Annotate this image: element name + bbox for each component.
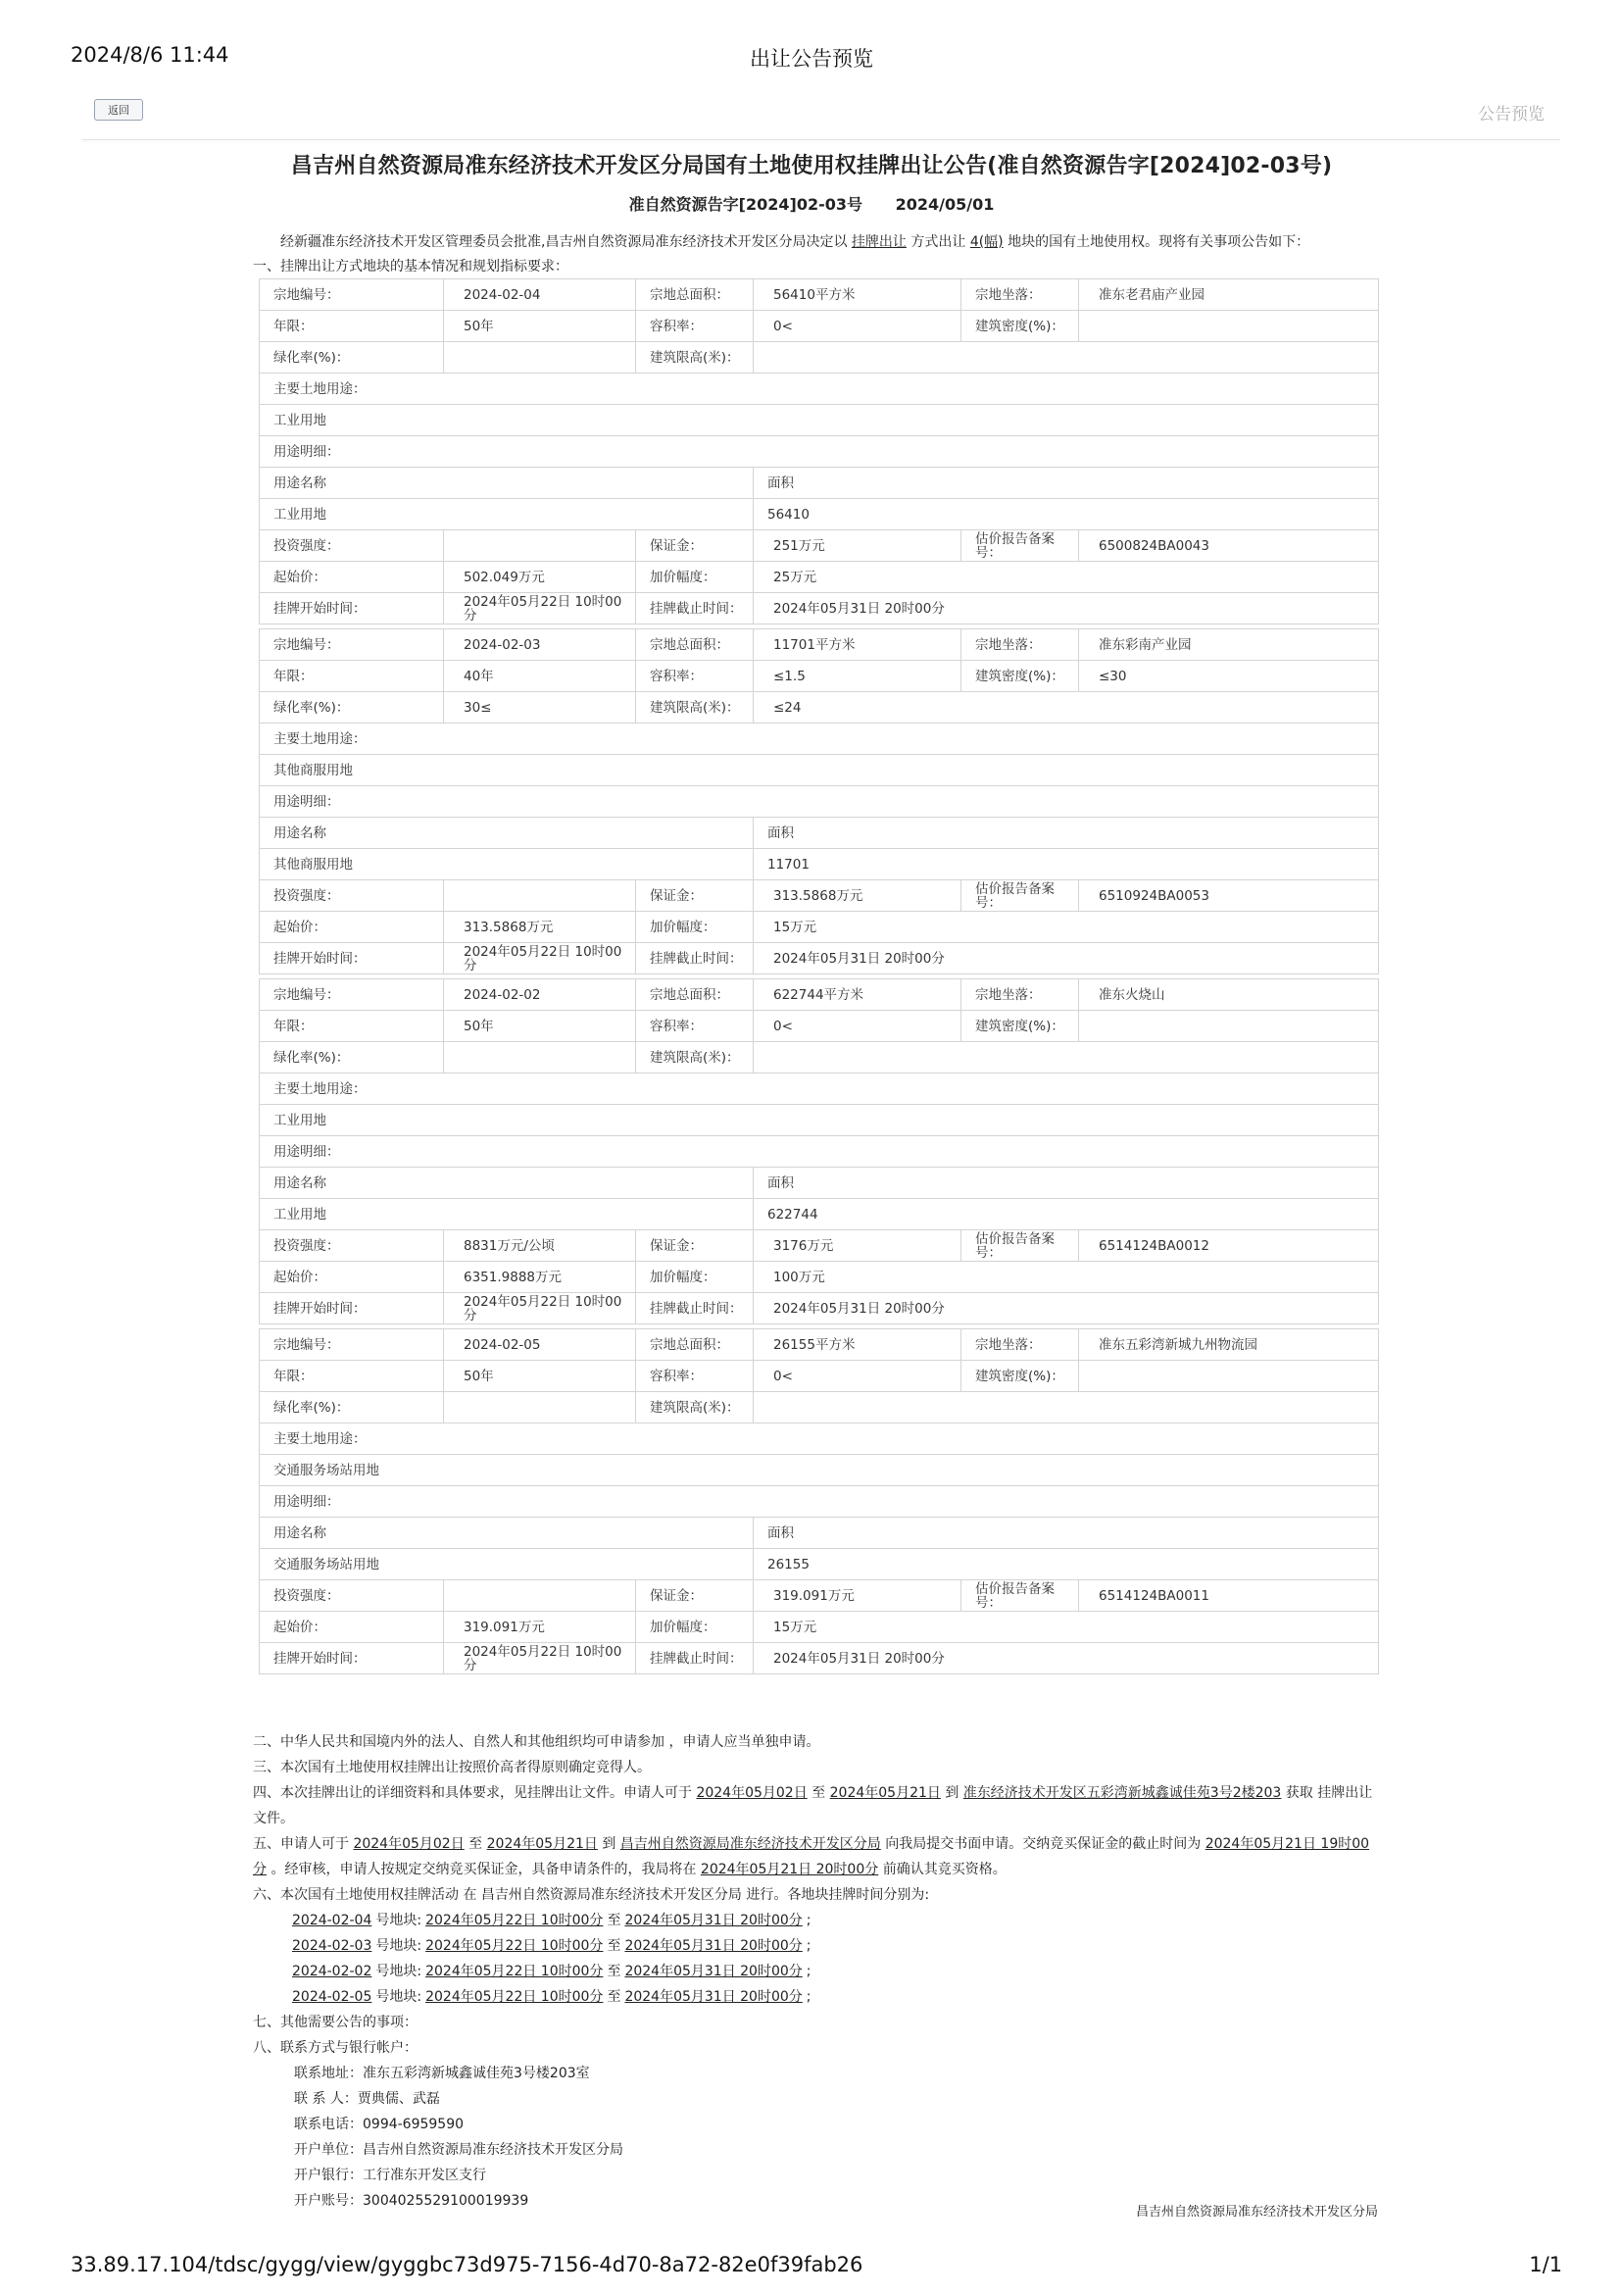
field-label: 挂牌开始时间： bbox=[260, 1293, 444, 1324]
table-row bbox=[260, 912, 1379, 943]
table-row bbox=[260, 311, 1379, 342]
field-label: 绿化率(%)： bbox=[260, 1042, 444, 1073]
field-label: 用途名称 bbox=[260, 818, 754, 849]
listing-schedule bbox=[253, 1908, 1380, 2010]
parcel-table bbox=[259, 1328, 1379, 1674]
field-label: 年限： bbox=[260, 661, 444, 692]
field-label: 估价报告备案号： bbox=[961, 530, 1079, 562]
schedule-parcel-no: 2024-02-04 bbox=[292, 1913, 372, 1928]
table-row bbox=[260, 1392, 1379, 1423]
document-date: 2024/05/01 bbox=[895, 195, 995, 214]
field-value bbox=[1079, 1011, 1379, 1042]
schedule-start: 2024年05月22日 10时00分 bbox=[425, 1964, 604, 1979]
field-value: 319.091万元 bbox=[754, 1580, 961, 1612]
field-label: 起始价： bbox=[260, 1612, 444, 1643]
field-value: 准东彩南产业园 bbox=[1079, 629, 1379, 661]
field-value: 2024年05月22日 10时00分 bbox=[444, 1293, 636, 1324]
field-label: 绿化率(%)： bbox=[260, 692, 444, 724]
field-label: 宗地总面积： bbox=[636, 629, 754, 661]
field-value: 2024年05月22日 10时00分 bbox=[444, 593, 636, 624]
section-4-date-start: 2024年05月02日 bbox=[696, 1785, 808, 1801]
field-label: 用途明细： bbox=[260, 786, 1379, 818]
field-value: ≤1.5 bbox=[754, 661, 961, 692]
field-value: 40年 bbox=[444, 661, 636, 692]
field-label: 起始价： bbox=[260, 562, 444, 593]
field-label: 面积 bbox=[754, 1168, 1379, 1199]
contact-item: 联 系 人：贾典儒、武磊 bbox=[294, 2091, 440, 2107]
intro-method: 挂牌出让 bbox=[851, 234, 907, 250]
intro-text: 地块的国有土地使用权。现将有关事项公告如下： bbox=[1008, 234, 1310, 250]
field-value: 8831万元/公顷 bbox=[444, 1230, 636, 1262]
section-5-date-end: 2024年05月21日 bbox=[486, 1836, 598, 1852]
field-value: 交通服务场站用地 bbox=[260, 1455, 1379, 1486]
field-value bbox=[444, 880, 636, 912]
table-row bbox=[260, 405, 1379, 436]
field-value: 交通服务场站用地 bbox=[260, 1549, 754, 1580]
table-row bbox=[260, 755, 1379, 786]
section-5-text: 前确认其竞买资格。 bbox=[882, 1862, 1007, 1877]
parcel-tables bbox=[259, 278, 1378, 1678]
field-value: 313.5868万元 bbox=[444, 912, 636, 943]
table-row bbox=[260, 279, 1379, 311]
field-label: 宗地坐落： bbox=[961, 279, 1079, 311]
field-value: 15万元 bbox=[754, 1612, 1379, 1643]
field-value bbox=[1079, 311, 1379, 342]
field-value: 3176万元 bbox=[754, 1230, 961, 1262]
field-label: 保证金： bbox=[636, 1580, 754, 1612]
schedule-text: 号地块: bbox=[375, 1989, 422, 2005]
signature-org: 昌吉州自然资源局准东经济技术开发区分局 bbox=[1135, 2205, 1378, 2220]
field-label: 挂牌开始时间： bbox=[260, 943, 444, 974]
field-label: 加价幅度： bbox=[636, 1612, 754, 1643]
section-2: 二、中华人民共和国境内外的法人、自然人和其他组织均可申请参加 ，申请人应当单独申请。 bbox=[253, 1734, 820, 1750]
table-row bbox=[260, 818, 1379, 849]
field-label: 年限： bbox=[260, 1011, 444, 1042]
table-row bbox=[260, 786, 1379, 818]
field-label: 建筑限高(米)： bbox=[636, 342, 754, 374]
field-label: 挂牌开始时间： bbox=[260, 1643, 444, 1674]
field-label: 保证金： bbox=[636, 1230, 754, 1262]
field-label: 估价报告备案号： bbox=[961, 1580, 1079, 1612]
field-value: 313.5868万元 bbox=[754, 880, 961, 912]
field-value: 准东火烧山 bbox=[1079, 979, 1379, 1011]
section-5-text: 向我局提交书面申请。交纳竞买保证金的截止时间为 bbox=[885, 1836, 1202, 1852]
field-value bbox=[444, 1392, 636, 1423]
field-value: 2024年05月22日 10时00分 bbox=[444, 1643, 636, 1674]
field-value: 0< bbox=[754, 311, 961, 342]
table-row bbox=[260, 1486, 1379, 1518]
field-value: 6514124BA0012 bbox=[1079, 1230, 1379, 1262]
table-row bbox=[260, 1455, 1379, 1486]
intro-text: 方式出让 bbox=[910, 234, 966, 250]
field-value bbox=[1079, 1361, 1379, 1392]
schedule-item bbox=[253, 1959, 1380, 1984]
table-row bbox=[260, 724, 1379, 755]
section-7: 七、其他需要公告的事项： bbox=[253, 2015, 418, 2030]
schedule-text: 至 bbox=[607, 1938, 621, 1954]
field-value: 622744平方米 bbox=[754, 979, 961, 1011]
footer-page-number: 1/1 bbox=[1529, 2253, 1562, 2276]
footer-url: 33.89.17.104/tdsc/gygg/view/gyggbc73d975-7156-4d70-8a72-82e0f39fab26 bbox=[71, 2253, 863, 2276]
field-label: 宗地坐落： bbox=[961, 979, 1079, 1011]
field-value bbox=[754, 1042, 1379, 1073]
field-value bbox=[444, 1580, 636, 1612]
table-row bbox=[260, 880, 1379, 912]
table-row bbox=[260, 1105, 1379, 1136]
contact-item: 开户账号：3004025529100019939 bbox=[294, 2193, 529, 2209]
field-label: 宗地编号： bbox=[260, 979, 444, 1011]
field-value: 26155平方米 bbox=[754, 1329, 961, 1361]
field-label: 投资强度： bbox=[260, 530, 444, 562]
section-4-text: 至 bbox=[812, 1785, 826, 1801]
field-label: 起始价： bbox=[260, 912, 444, 943]
field-label: 用途明细： bbox=[260, 436, 1379, 468]
table-row bbox=[260, 1612, 1379, 1643]
table-row bbox=[260, 692, 1379, 724]
field-label: 面积 bbox=[754, 468, 1379, 499]
field-label: 宗地坐落： bbox=[961, 1329, 1079, 1361]
field-value: 2024-02-02 bbox=[444, 979, 636, 1011]
field-value bbox=[754, 342, 1379, 374]
field-value: 其他商服用地 bbox=[260, 755, 1379, 786]
field-value: 100万元 bbox=[754, 1262, 1379, 1293]
table-row bbox=[260, 1073, 1379, 1105]
table-row bbox=[260, 499, 1379, 530]
field-label: 容积率： bbox=[636, 1011, 754, 1042]
field-label: 面积 bbox=[754, 1518, 1379, 1549]
field-label: 宗地编号： bbox=[260, 279, 444, 311]
schedule-item bbox=[253, 1933, 1380, 1959]
back-button[interactable]: 返回 bbox=[94, 99, 143, 121]
print-date: 2024/8/6 11:44 bbox=[71, 43, 229, 67]
preview-label: 公告预览 bbox=[1478, 105, 1545, 125]
section-5 bbox=[253, 1831, 1380, 1882]
field-value: 2024-02-04 bbox=[444, 279, 636, 311]
field-label: 建筑限高(米)： bbox=[636, 1042, 754, 1073]
section-5-text: 至 bbox=[468, 1836, 483, 1852]
field-label: 宗地坐落： bbox=[961, 629, 1079, 661]
section-5-place: 昌吉州自然资源局准东经济技术开发区分局 bbox=[619, 1836, 881, 1852]
field-label: 建筑限高(米)： bbox=[636, 692, 754, 724]
field-value: 11701平方米 bbox=[754, 629, 961, 661]
schedule-parcel-no: 2024-02-02 bbox=[292, 1964, 372, 1979]
table-row bbox=[260, 1011, 1379, 1042]
contact-item: 开户单位：昌吉州自然资源局准东经济技术开发区分局 bbox=[294, 2142, 623, 2158]
schedule-end: 2024年05月31日 20时00分 bbox=[624, 1913, 803, 1928]
field-value bbox=[444, 530, 636, 562]
field-value: 6351.9888万元 bbox=[444, 1262, 636, 1293]
field-value: 准东五彩湾新城九州物流园 bbox=[1079, 1329, 1379, 1361]
field-label: 宗地总面积： bbox=[636, 279, 754, 311]
field-value: 准东老君庙产业园 bbox=[1079, 279, 1379, 311]
section-3: 三、本次国有土地使用权挂牌出让按照价高者得原则确定竞得人。 bbox=[253, 1760, 651, 1775]
field-label: 年限： bbox=[260, 1361, 444, 1392]
table-row bbox=[260, 1042, 1379, 1073]
field-label: 加价幅度： bbox=[636, 562, 754, 593]
field-value: 6510924BA0053 bbox=[1079, 880, 1379, 912]
field-value: 工业用地 bbox=[260, 405, 1379, 436]
field-value: 26155 bbox=[754, 1549, 1379, 1580]
section-5-text: 到 bbox=[602, 1836, 616, 1852]
section-4-text: 到 bbox=[945, 1785, 959, 1801]
field-label: 容积率： bbox=[636, 661, 754, 692]
intro-text: 经新疆准东经济技术开发区管理委员会批准,昌吉州自然资源局准东经济技术开发区分局决定以 bbox=[280, 234, 848, 250]
table-row bbox=[260, 374, 1379, 405]
table-row bbox=[260, 436, 1379, 468]
table-row bbox=[260, 1643, 1379, 1674]
field-label: 年限： bbox=[260, 311, 444, 342]
section-5-text: 五、申请人可于 bbox=[253, 1836, 349, 1852]
field-value bbox=[444, 342, 636, 374]
table-row bbox=[260, 1549, 1379, 1580]
schedule-item bbox=[253, 1984, 1380, 2010]
field-label: 投资强度： bbox=[260, 1230, 444, 1262]
table-row bbox=[260, 1262, 1379, 1293]
table-row bbox=[260, 562, 1379, 593]
header-divider bbox=[82, 139, 1560, 140]
field-value: ≤24 bbox=[754, 692, 1379, 724]
field-value: 56410 bbox=[754, 499, 1379, 530]
print-page-title: 出让公告预览 bbox=[750, 47, 873, 71]
field-value: 56410平方米 bbox=[754, 279, 961, 311]
section-5-deadline: 2024年05月21日 19时00分 bbox=[253, 1836, 1370, 1877]
field-label: 建筑密度(%)： bbox=[961, 1011, 1079, 1042]
table-row bbox=[260, 1518, 1379, 1549]
field-value: 50年 bbox=[444, 311, 636, 342]
field-value: 2024年05月31日 20时00分 bbox=[754, 593, 1379, 624]
schedule-parcel-no: 2024-02-03 bbox=[292, 1938, 372, 1954]
table-row bbox=[260, 979, 1379, 1011]
field-value: 15万元 bbox=[754, 912, 1379, 943]
field-value: 2024年05月31日 20时00分 bbox=[754, 943, 1379, 974]
field-label: 挂牌截止时间： bbox=[636, 593, 754, 624]
field-label: 估价报告备案号： bbox=[961, 1230, 1079, 1262]
schedule-item bbox=[253, 1908, 1380, 1933]
field-label: 建筑密度(%)： bbox=[961, 311, 1079, 342]
field-label: 挂牌开始时间： bbox=[260, 593, 444, 624]
section-4-date-end: 2024年05月21日 bbox=[829, 1785, 941, 1801]
field-value: 2024-02-03 bbox=[444, 629, 636, 661]
field-label: 用途名称 bbox=[260, 1168, 754, 1199]
field-label: 用途明细： bbox=[260, 1486, 1379, 1518]
field-label: 投资强度： bbox=[260, 880, 444, 912]
table-row bbox=[260, 1329, 1379, 1361]
schedule-text: 号地块: bbox=[375, 1913, 422, 1928]
table-row bbox=[260, 1168, 1379, 1199]
field-value: 工业用地 bbox=[260, 1199, 754, 1230]
field-value: ≤30 bbox=[1079, 661, 1379, 692]
field-label: 加价幅度： bbox=[636, 912, 754, 943]
schedule-text: 号地块: bbox=[375, 1938, 422, 1954]
field-label: 用途名称 bbox=[260, 1518, 754, 1549]
field-label: 估价报告备案号： bbox=[961, 880, 1079, 912]
schedule-start: 2024年05月22日 10时00分 bbox=[425, 1938, 604, 1954]
table-row bbox=[260, 849, 1379, 880]
field-label: 用途明细： bbox=[260, 1136, 1379, 1168]
schedule-text: 至 bbox=[607, 1989, 621, 2005]
table-row bbox=[260, 1199, 1379, 1230]
schedule-text: ; bbox=[806, 1964, 812, 1979]
schedule-text: ; bbox=[806, 1913, 812, 1928]
field-label: 宗地编号： bbox=[260, 1329, 444, 1361]
field-value: 2024年05月22日 10时00分 bbox=[444, 943, 636, 974]
field-value: 251万元 bbox=[754, 530, 961, 562]
table-row bbox=[260, 943, 1379, 974]
field-label: 容积率： bbox=[636, 311, 754, 342]
field-value bbox=[754, 1392, 1379, 1423]
parcel-table bbox=[259, 628, 1379, 974]
field-value: 6514124BA0011 bbox=[1079, 1580, 1379, 1612]
table-row bbox=[260, 1136, 1379, 1168]
schedule-parcel-no: 2024-02-05 bbox=[292, 1989, 372, 2005]
document-subtitle bbox=[0, 192, 1623, 215]
document-number: 准自然资源告字[2024]02-03号 bbox=[628, 195, 862, 214]
parcel-table bbox=[259, 978, 1379, 1324]
field-label: 用途名称 bbox=[260, 468, 754, 499]
section-1-heading: 一、挂牌出让方式地块的基本情况和规划指标要求： bbox=[253, 259, 568, 275]
table-row bbox=[260, 1423, 1379, 1455]
field-label: 建筑密度(%)： bbox=[961, 1361, 1079, 1392]
section-5-text: 。经审核，申请人按规定交纳竞买保证金，具备申请条件的，我局将在 bbox=[270, 1862, 697, 1877]
table-row bbox=[260, 629, 1379, 661]
field-label: 绿化率(%)： bbox=[260, 1392, 444, 1423]
field-label: 绿化率(%)： bbox=[260, 342, 444, 374]
field-value: 622744 bbox=[754, 1199, 1379, 1230]
schedule-start: 2024年05月22日 10时00分 bbox=[425, 1913, 604, 1928]
schedule-text: 至 bbox=[607, 1913, 621, 1928]
field-label: 宗地总面积： bbox=[636, 979, 754, 1011]
field-value: 0< bbox=[754, 1011, 961, 1042]
schedule-text: 至 bbox=[607, 1964, 621, 1979]
field-value bbox=[444, 1042, 636, 1073]
parcel-table bbox=[259, 278, 1379, 624]
field-label: 建筑限高(米)： bbox=[636, 1392, 754, 1423]
field-label: 挂牌截止时间： bbox=[636, 1643, 754, 1674]
field-value: 工业用地 bbox=[260, 499, 754, 530]
field-value: 6500824BA0043 bbox=[1079, 530, 1379, 562]
field-value: 50年 bbox=[444, 1361, 636, 1392]
field-label: 保证金： bbox=[636, 530, 754, 562]
schedule-end: 2024年05月31日 20时00分 bbox=[624, 1938, 803, 1954]
field-value: 25万元 bbox=[754, 562, 1379, 593]
contact-list bbox=[253, 2061, 1380, 2214]
table-row bbox=[260, 468, 1379, 499]
notice-sections bbox=[253, 1729, 1380, 2214]
schedule-text: ; bbox=[806, 1989, 812, 2005]
field-label: 投资强度： bbox=[260, 1580, 444, 1612]
schedule-text: 号地块: bbox=[375, 1964, 422, 1979]
field-label: 宗地总面积： bbox=[636, 1329, 754, 1361]
intro-paragraph bbox=[280, 231, 1309, 251]
table-row bbox=[260, 342, 1379, 374]
field-label: 起始价： bbox=[260, 1262, 444, 1293]
field-value: 2024年05月31日 20时00分 bbox=[754, 1643, 1379, 1674]
field-value: 319.091万元 bbox=[444, 1612, 636, 1643]
field-label: 主要土地用途： bbox=[260, 1423, 1379, 1455]
contact-item: 联系电话：0994-6959590 bbox=[294, 2117, 465, 2132]
section-4-text: 四、本次挂牌出让的详细资料和具体要求，见挂牌出让文件。申请人可于 bbox=[253, 1785, 692, 1801]
field-value: 工业用地 bbox=[260, 1105, 1379, 1136]
schedule-end: 2024年05月31日 20时00分 bbox=[624, 1989, 803, 2005]
field-value: 其他商服用地 bbox=[260, 849, 754, 880]
table-row bbox=[260, 1580, 1379, 1612]
table-row bbox=[260, 1361, 1379, 1392]
field-value: 0< bbox=[754, 1361, 961, 1392]
field-value: 2024-02-05 bbox=[444, 1329, 636, 1361]
section-4 bbox=[253, 1780, 1380, 1831]
table-row bbox=[260, 1230, 1379, 1262]
section-6: 六、本次国有土地使用权挂牌活动 在 昌吉州自然资源局准东经济技术开发区分局 进行。各地块挂牌时间分别为: bbox=[253, 1887, 930, 1903]
field-label: 挂牌截止时间： bbox=[636, 943, 754, 974]
document-title: 昌吉州自然资源局准东经济技术开发区分局国有土地使用权挂牌出让公告(准自然资源告字[2024]02-03号) bbox=[290, 154, 1333, 178]
field-value: 30≤ bbox=[444, 692, 636, 724]
contact-item: 联系地址：准东五彩湾新城鑫诚佳苑3号楼203室 bbox=[294, 2066, 590, 2081]
field-label: 建筑密度(%)： bbox=[961, 661, 1079, 692]
field-label: 容积率： bbox=[636, 1361, 754, 1392]
section-4-text: 获取 挂牌出让 文件。 bbox=[253, 1785, 1373, 1826]
section-8: 八、联系方式与银行帐户： bbox=[253, 2040, 418, 2056]
field-value: 11701 bbox=[754, 849, 1379, 880]
field-label: 保证金： bbox=[636, 880, 754, 912]
field-label: 主要土地用途： bbox=[260, 374, 1379, 405]
field-value: 502.049万元 bbox=[444, 562, 636, 593]
field-value: 2024年05月31日 20时00分 bbox=[754, 1293, 1379, 1324]
field-label: 面积 bbox=[754, 818, 1379, 849]
schedule-start: 2024年05月22日 10时00分 bbox=[425, 1989, 604, 2005]
section-5-confirm-time: 2024年05月21日 20时00分 bbox=[700, 1862, 879, 1877]
table-row bbox=[260, 530, 1379, 562]
table-row bbox=[260, 593, 1379, 624]
field-label: 挂牌截止时间： bbox=[636, 1293, 754, 1324]
section-4-place: 准东经济技术开发区五彩湾新城鑫诚佳苑3号2楼203 bbox=[962, 1785, 1282, 1801]
table-row bbox=[260, 1293, 1379, 1324]
schedule-text: ; bbox=[806, 1938, 812, 1954]
field-label: 主要土地用途： bbox=[260, 724, 1379, 755]
field-value: 50年 bbox=[444, 1011, 636, 1042]
contact-item: 开户银行：工行准东开发区支行 bbox=[294, 2168, 486, 2183]
schedule-end: 2024年05月31日 20时00分 bbox=[624, 1964, 803, 1979]
section-5-date-start: 2024年05月02日 bbox=[353, 1836, 465, 1852]
field-label: 主要土地用途： bbox=[260, 1073, 1379, 1105]
field-label: 宗地编号： bbox=[260, 629, 444, 661]
table-row bbox=[260, 661, 1379, 692]
field-label: 加价幅度： bbox=[636, 1262, 754, 1293]
intro-count: 4(幅) bbox=[969, 234, 1004, 250]
